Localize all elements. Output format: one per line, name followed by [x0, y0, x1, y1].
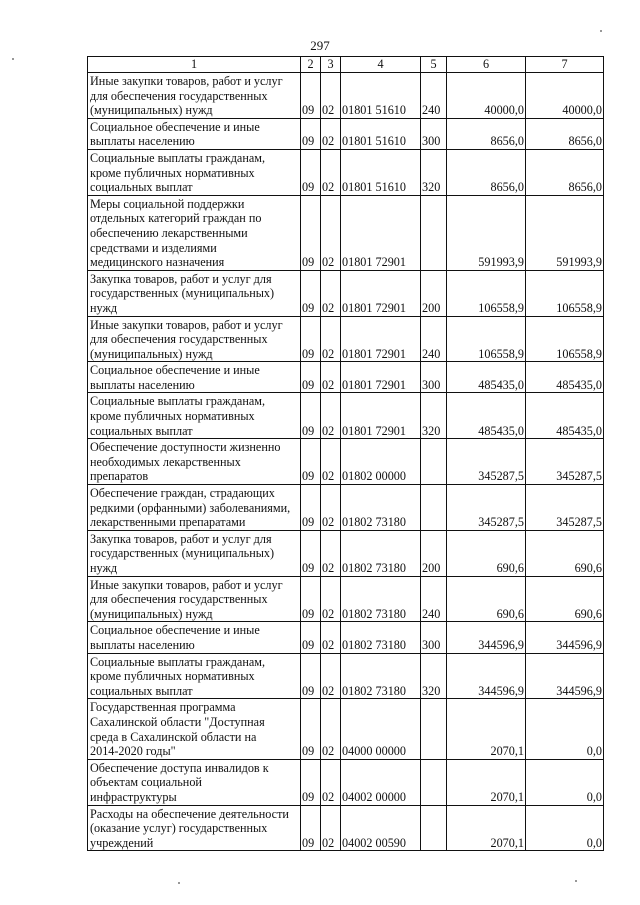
row-name-cell — [88, 73, 301, 119]
subsection-code-text: 02 — [322, 134, 335, 149]
subsection-code-cell — [321, 485, 341, 531]
row-name-text: Иные закупки товаров, работ и услуг для обеспечения государственных (муниципальных) нужд — [90, 317, 283, 361]
subsection-code-text: 02 — [322, 606, 335, 621]
subsection-code-cell — [321, 195, 341, 270]
expense-type-text: 300 — [422, 637, 441, 652]
row-name-text: Закупка товаров, работ и услуг для государственных (муниципальных) нужд — [90, 531, 275, 575]
row-name-cell — [88, 759, 301, 805]
budget-table — [87, 56, 604, 851]
subsection-code-text: 02 — [322, 835, 335, 850]
row-name-text: Иные закупки товаров, работ и услуг для обеспечения государственных (муниципальных) нужд — [90, 577, 283, 621]
amount-col7-text: 344596,9 — [556, 683, 602, 698]
target-article-text: 01802 73180 — [342, 561, 406, 575]
subsection-code-cell — [321, 530, 341, 576]
section-code-text: 09 — [302, 469, 315, 484]
column-header-6: 6 — [447, 57, 526, 73]
row-name-text: Меры социальной поддержки отдельных категорий граждан по обеспечению лекарственными средствами и изделиями медицинского назначения — [90, 196, 262, 270]
amount-col7-text: 0,0 — [586, 835, 602, 850]
section-code-text: 09 — [302, 835, 315, 850]
amount-col6-text: 485435,0 — [478, 423, 524, 438]
subsection-code-text: 02 — [322, 423, 335, 438]
target-article-cell — [341, 270, 421, 316]
target-article-text: 01801 72901 — [342, 423, 406, 438]
table-row — [88, 576, 604, 622]
amount-col7-cell — [526, 805, 604, 851]
amount-col7-cell — [526, 270, 604, 316]
row-name-cell — [88, 362, 301, 393]
subsection-code-text: 02 — [322, 637, 335, 652]
amount-col6-text: 345287,5 — [478, 515, 524, 530]
amount-col6-text: 40000,0 — [484, 103, 524, 118]
table-row — [88, 73, 604, 119]
expense-type-cell — [421, 485, 447, 531]
column-header-2: 2 — [301, 57, 321, 73]
amount-col6-text: 106558,9 — [478, 300, 524, 315]
target-article-text: 01801 72901 — [342, 346, 406, 361]
table-row — [88, 393, 604, 439]
subsection-code-text: 02 — [322, 744, 335, 759]
amount-col6-text: 690,6 — [496, 606, 524, 621]
target-article-text: 01801 51610 — [342, 134, 406, 149]
expense-type-cell — [421, 439, 447, 485]
expense-type-text: 200 — [422, 561, 441, 575]
subsection-code-text: 02 — [322, 255, 335, 270]
section-code-cell — [301, 73, 321, 119]
amount-col7-text: 345287,5 — [556, 515, 602, 530]
section-code-text: 09 — [302, 789, 315, 804]
target-article-cell — [341, 316, 421, 362]
section-code-cell — [301, 439, 321, 485]
section-code-cell — [301, 362, 321, 393]
expense-type-cell — [421, 393, 447, 439]
subsection-code-text: 02 — [322, 469, 335, 484]
table-row — [88, 759, 604, 805]
subsection-code-cell — [321, 699, 341, 759]
target-article-cell — [341, 576, 421, 622]
target-article-cell — [341, 362, 421, 393]
expense-type-cell — [421, 270, 447, 316]
row-name-text: Расходы на обеспечение деятельности (оказание услуг) государственных учреждений — [90, 806, 289, 850]
target-article-text: 01802 73180 — [342, 515, 406, 530]
subsection-code-text: 02 — [322, 300, 335, 315]
expense-type-cell — [421, 699, 447, 759]
column-header-7: 7 — [526, 57, 604, 73]
amount-col6-text: 106558,9 — [478, 346, 524, 361]
row-name-text: Обеспечение доступа инвалидов к объектам социальной инфраструктуры — [90, 760, 269, 804]
amount-col6-text: 345287,5 — [478, 469, 524, 484]
section-code-cell — [301, 195, 321, 270]
row-name-cell — [88, 699, 301, 759]
subsection-code-text: 02 — [322, 346, 335, 361]
amount-col6-text: 2070,1 — [490, 789, 524, 804]
subsection-code-cell — [321, 576, 341, 622]
row-name-cell — [88, 653, 301, 699]
amount-col7-cell — [526, 316, 604, 362]
amount-col6-cell — [447, 805, 526, 851]
subsection-code-text: 02 — [322, 180, 335, 195]
row-name-text: Социальное обеспечение и иные выплаты населению — [90, 119, 260, 149]
subsection-code-text: 02 — [322, 377, 335, 392]
amount-col6-cell — [447, 195, 526, 270]
amount-col7-cell — [526, 118, 604, 149]
table-row — [88, 485, 604, 531]
section-code-cell — [301, 485, 321, 531]
target-article-text: 01801 72901 — [342, 377, 406, 392]
amount-col7-text: 591993,9 — [556, 255, 602, 270]
target-article-cell — [341, 622, 421, 653]
expense-type-text: 240 — [422, 346, 441, 361]
row-name-text: Социальные выплаты гражданам, кроме публичных нормативных социальных выплат — [90, 150, 266, 195]
amount-col7-text: 690,6 — [574, 561, 602, 575]
table-row — [88, 149, 604, 195]
target-article-cell — [341, 439, 421, 485]
target-article-text: 04000 00000 — [342, 744, 406, 759]
amount-col6-text: 344596,9 — [478, 637, 524, 652]
amount-col7-text: 8656,0 — [568, 134, 602, 149]
section-code-cell — [301, 576, 321, 622]
table-row — [88, 195, 604, 270]
section-code-cell — [301, 653, 321, 699]
column-header-1: 1 — [88, 57, 301, 73]
target-article-text: 01802 73180 — [342, 637, 406, 652]
target-article-text: 01802 00000 — [342, 469, 406, 484]
amount-col6-cell — [447, 485, 526, 531]
amount-col6-cell — [447, 118, 526, 149]
section-code-cell — [301, 118, 321, 149]
row-name-text: Обеспечение доступности жизненно необходимых лекарственных препаратов — [90, 440, 281, 484]
target-article-cell — [341, 530, 421, 576]
header-row — [88, 57, 604, 73]
row-name-text: Социальные выплаты гражданам, кроме публичных нормативных социальных выплат — [90, 654, 266, 698]
amount-col7-cell — [526, 149, 604, 195]
table-row — [88, 622, 604, 653]
amount-col7-cell — [526, 759, 604, 805]
section-code-text: 09 — [302, 103, 315, 118]
section-code-cell — [301, 759, 321, 805]
target-article-text: 01801 51610 — [342, 103, 406, 118]
amount-col6-text: 591993,9 — [478, 255, 524, 270]
expense-type-text: 320 — [422, 180, 441, 195]
row-name-cell — [88, 439, 301, 485]
target-article-text: 04002 00000 — [342, 789, 406, 804]
subsection-code-cell — [321, 118, 341, 149]
subsection-code-text: 02 — [322, 561, 335, 575]
amount-col6-text: 485435,0 — [478, 377, 524, 392]
section-code-text: 09 — [302, 606, 315, 621]
row-name-text: Социальное обеспечение и иные выплаты населению — [90, 623, 260, 652]
row-name-cell — [88, 118, 301, 149]
subsection-code-cell — [321, 362, 341, 393]
section-code-cell — [301, 270, 321, 316]
row-name-text: Иные закупки товаров, работ и услуг для обеспечения государственных (муниципальных) нужд — [90, 74, 283, 118]
row-name-text: Государственная программа Сахалинской области "Доступная среда в Сахалинской области на 2014-2020 годы" — [90, 700, 265, 759]
table-row — [88, 316, 604, 362]
target-article-cell — [341, 195, 421, 270]
target-article-text: 01801 72901 — [342, 255, 406, 270]
section-code-cell — [301, 316, 321, 362]
amount-col6-text: 2070,1 — [490, 835, 524, 850]
target-article-text: 01801 51610 — [342, 180, 406, 195]
section-code-text: 09 — [302, 423, 315, 438]
expense-type-cell — [421, 362, 447, 393]
subsection-code-cell — [321, 393, 341, 439]
expense-type-text: 300 — [422, 377, 441, 392]
table-row — [88, 699, 604, 759]
target-article-cell — [341, 118, 421, 149]
section-code-cell — [301, 622, 321, 653]
expense-type-cell — [421, 118, 447, 149]
amount-col6-cell — [447, 149, 526, 195]
row-name-cell — [88, 195, 301, 270]
target-article-cell — [341, 759, 421, 805]
expense-type-cell — [421, 653, 447, 699]
section-code-cell — [301, 699, 321, 759]
amount-col7-cell — [526, 73, 604, 119]
subsection-code-cell — [321, 439, 341, 485]
row-name-cell — [88, 149, 301, 195]
target-article-cell — [341, 805, 421, 851]
section-code-cell — [301, 393, 321, 439]
target-article-text: 01802 73180 — [342, 683, 406, 698]
subsection-code-cell — [321, 653, 341, 699]
page-number: 297 — [310, 38, 330, 53]
scan-speck — [178, 882, 180, 884]
subsection-code-cell — [321, 622, 341, 653]
amount-col7-text: 345287,5 — [556, 469, 602, 484]
subsection-code-text: 02 — [322, 789, 335, 804]
amount-col7-text: 344596,9 — [556, 637, 602, 652]
section-code-text: 09 — [302, 346, 315, 361]
section-code-text: 09 — [302, 744, 315, 759]
column-header-5: 5 — [421, 57, 447, 73]
row-name-text: Социальные выплаты гражданам, кроме публичных нормативных социальных выплат — [90, 394, 266, 438]
column-header-3: 3 — [321, 57, 341, 73]
subsection-code-text: 02 — [322, 683, 335, 698]
section-code-text: 09 — [302, 561, 315, 575]
amount-col6-text: 8656,0 — [490, 180, 524, 195]
expense-type-text: 320 — [422, 423, 441, 438]
section-code-cell — [301, 530, 321, 576]
amount-col7-text: 106558,9 — [556, 346, 602, 361]
target-article-cell — [341, 485, 421, 531]
expense-type-cell — [421, 622, 447, 653]
row-name-cell — [88, 576, 301, 622]
row-name-cell — [88, 805, 301, 851]
section-code-text: 09 — [302, 515, 315, 530]
amount-col7-cell — [526, 622, 604, 653]
amount-col6-cell — [447, 316, 526, 362]
target-article-cell — [341, 393, 421, 439]
table-row — [88, 118, 604, 149]
amount-col6-cell — [447, 759, 526, 805]
expense-type-cell — [421, 576, 447, 622]
table-body — [88, 73, 604, 851]
row-name-cell — [88, 270, 301, 316]
expense-type-text: 240 — [422, 103, 441, 118]
table-row — [88, 270, 604, 316]
amount-col6-cell — [447, 393, 526, 439]
row-name-cell — [88, 622, 301, 653]
row-name-cell — [88, 485, 301, 531]
amount-col7-text: 0,0 — [586, 789, 602, 804]
amount-col7-cell — [526, 653, 604, 699]
subsection-code-cell — [321, 759, 341, 805]
table-row — [88, 530, 604, 576]
target-article-text: 04002 00590 — [342, 835, 406, 850]
table-row — [88, 653, 604, 699]
subsection-code-cell — [321, 73, 341, 119]
scan-speck — [12, 58, 14, 60]
expense-type-text: 320 — [422, 683, 441, 698]
scan-speck — [600, 30, 602, 32]
subsection-code-text: 02 — [322, 103, 335, 118]
amount-col6-text: 8656,0 — [490, 134, 524, 149]
expense-type-text: 240 — [422, 606, 441, 621]
row-name-cell — [88, 316, 301, 362]
section-code-text: 09 — [302, 180, 315, 195]
row-name-cell — [88, 393, 301, 439]
amount-col7-cell — [526, 530, 604, 576]
row-name-text: Социальное обеспечение и иные выплаты населению — [90, 363, 260, 392]
amount-col7-text: 485435,0 — [556, 377, 602, 392]
amount-col6-text: 690,6 — [496, 561, 524, 575]
amount-col6-cell — [447, 270, 526, 316]
section-code-text: 09 — [302, 300, 315, 315]
expense-type-cell — [421, 530, 447, 576]
target-article-cell — [341, 653, 421, 699]
amount-col7-cell — [526, 393, 604, 439]
table-row — [88, 805, 604, 851]
amount-col6-cell — [447, 530, 526, 576]
amount-col7-text: 0,0 — [586, 744, 602, 759]
target-article-text: 01801 72901 — [342, 300, 406, 315]
subsection-code-cell — [321, 270, 341, 316]
amount-col7-cell — [526, 699, 604, 759]
expense-type-cell — [421, 805, 447, 851]
amount-col6-cell — [447, 576, 526, 622]
target-article-cell — [341, 149, 421, 195]
expense-type-text: 300 — [422, 134, 441, 149]
scan-speck — [575, 880, 577, 882]
expense-type-cell — [421, 759, 447, 805]
table-row — [88, 439, 604, 485]
table-row — [88, 362, 604, 393]
amount-col6-cell — [447, 653, 526, 699]
target-article-cell — [341, 699, 421, 759]
expense-type-text: 200 — [422, 300, 441, 315]
amount-col7-text: 485435,0 — [556, 423, 602, 438]
section-code-cell — [301, 805, 321, 851]
amount-col6-text: 2070,1 — [490, 744, 524, 759]
amount-col7-text: 106558,9 — [556, 300, 602, 315]
expense-type-cell — [421, 195, 447, 270]
target-article-text: 01802 73180 — [342, 606, 406, 621]
section-code-text: 09 — [302, 377, 315, 392]
amount-col7-cell — [526, 485, 604, 531]
section-code-text: 09 — [302, 637, 315, 652]
amount-col7-text: 690,6 — [574, 606, 602, 621]
subsection-code-text: 02 — [322, 515, 335, 530]
expense-type-cell — [421, 316, 447, 362]
amount-col6-cell — [447, 362, 526, 393]
section-code-text: 09 — [302, 255, 315, 270]
amount-col6-cell — [447, 439, 526, 485]
section-code-text: 09 — [302, 134, 315, 149]
row-name-text: Закупка товаров, работ и услуг для государственных (муниципальных) нужд — [90, 271, 275, 315]
amount-col7-cell — [526, 439, 604, 485]
subsection-code-cell — [321, 149, 341, 195]
amount-col6-cell — [447, 699, 526, 759]
expense-type-cell — [421, 149, 447, 195]
section-code-text: 09 — [302, 683, 315, 698]
target-article-cell — [341, 73, 421, 119]
amount-col6-cell — [447, 73, 526, 119]
amount-col7-cell — [526, 195, 604, 270]
section-code-cell — [301, 149, 321, 195]
amount-col7-text: 8656,0 — [568, 180, 602, 195]
amount-col7-text: 40000,0 — [562, 103, 602, 118]
amount-col7-cell — [526, 576, 604, 622]
column-header-4: 4 — [341, 57, 421, 73]
row-name-text: Обеспечение граждан, страдающих редкими (орфанными) заболеваниями, лекарственными препаратами — [90, 486, 291, 530]
row-name-cell — [88, 530, 301, 576]
amount-col6-text: 344596,9 — [478, 683, 524, 698]
amount-col7-cell — [526, 362, 604, 393]
subsection-code-cell — [321, 805, 341, 851]
amount-col6-cell — [447, 622, 526, 653]
expense-type-cell — [421, 73, 447, 119]
subsection-code-cell — [321, 316, 341, 362]
